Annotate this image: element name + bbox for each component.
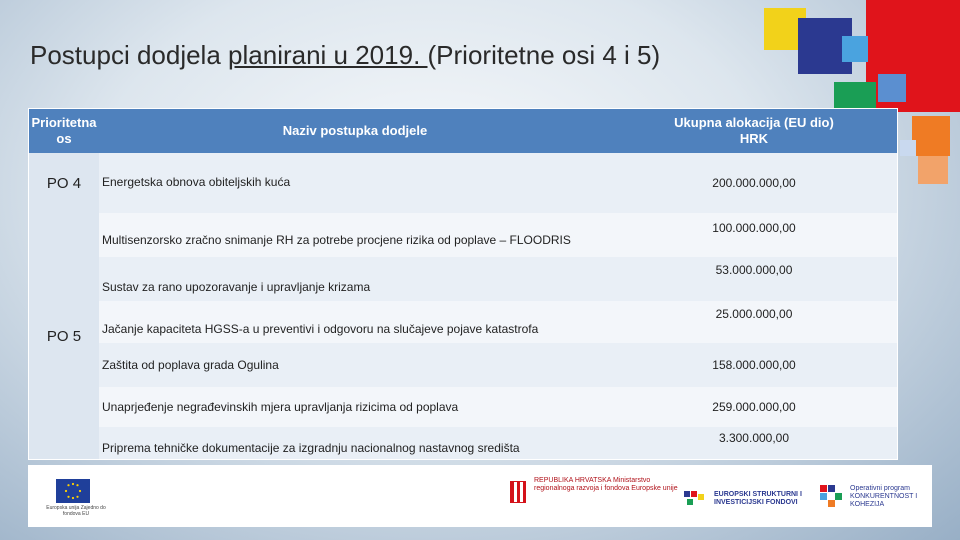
decor-square-orange — [912, 116, 950, 156]
esif-logo-icon — [684, 491, 704, 507]
table-row-name: Multisenzorsko zračno snimanje RH za potrebe procjene rizika od poplave – FLOODRIS — [99, 213, 611, 257]
table-row-name: Priprema tehničke dokumentacije za izgradnju nacionalnog nastavnog središta — [99, 427, 611, 459]
decor-square-lightblue — [842, 36, 868, 62]
page-title — [30, 40, 660, 71]
footer-logos — [28, 465, 932, 527]
title-part1: Postupci dodjela — [30, 40, 229, 70]
table-row-value: 25.000.000,00 — [611, 301, 897, 343]
table-row-name: Jačanje kapaciteta HGSS-a u preventivi i odgovoru na slučajeve pojave katastrofa — [99, 301, 611, 343]
croatia-coat-of-arms-icon — [510, 481, 526, 503]
table-row-name: Sustav za rano upozoravanje i upravljanje krizama — [99, 257, 611, 301]
opkk-logo-icon — [820, 485, 842, 507]
eu-caption: Europska unija Zajedno do fondova EU — [46, 505, 106, 517]
axis-po4: PO 4 — [29, 153, 99, 213]
decor-square-blue — [878, 74, 906, 102]
esif-logo-text: EUROPSKI STRUKTURNI I INVESTICIJSKI FONDOVI — [714, 491, 802, 506]
table-row-value: 200.000.000,00 — [611, 153, 897, 213]
ministry-logo-text: REPUBLIKA HRVATSKA Ministarstvo regionalnoga razvoja i fondova Europske unije — [534, 477, 678, 492]
table-row-name: Zaštita od poplava grada Ogulina — [99, 343, 611, 387]
table-row-value: 3.300.000,00 — [611, 427, 897, 459]
axis-po5: PO 5 — [29, 213, 99, 459]
decor-square-pale — [900, 140, 916, 156]
table-row-value: 158.000.000,00 — [611, 343, 897, 387]
title-part2: planirani u 2019. — [228, 40, 428, 70]
decor-square-peach — [918, 156, 948, 184]
opkk-logo-text: Operativni program KONKURENTNOST I KOHEZIJA — [850, 485, 918, 508]
table-row-value: 100.000.000,00 — [611, 213, 897, 257]
title-part3: (Prioritetne osi 4 i 5) — [427, 40, 661, 70]
header-allocation: Ukupna alokacija (EU dio) HRK — [611, 109, 897, 153]
table-row-value: 53.000.000,00 — [611, 257, 897, 301]
table-row-name: Unaprjeđenje negrađevinskih mjera upravljanja rizicima od poplava — [99, 387, 611, 427]
header-name: Naziv postupka dodjele — [99, 109, 611, 153]
header-axis: Prioritetna os — [29, 109, 99, 153]
table-row-name: Energetska obnova obiteljskih kuća — [99, 153, 611, 213]
eu-flag-icon — [56, 479, 90, 503]
table-row-value: 259.000.000,00 — [611, 387, 897, 427]
allocation-table — [28, 108, 898, 460]
